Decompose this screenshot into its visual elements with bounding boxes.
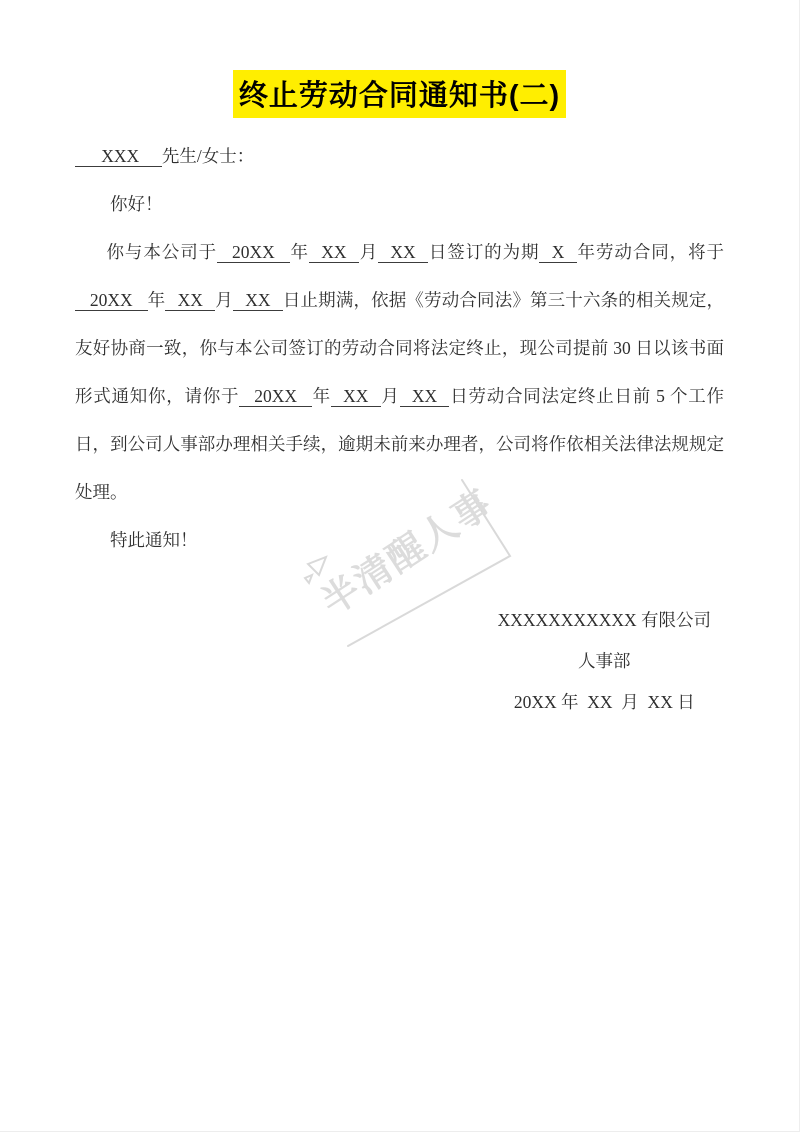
body-text-segment: 日劳动合同法定终止日前 5 个工作日，到公司人事部办理相关手续，逾期未前来办理者，公司将作依相关法律法规规定处理。 — [75, 386, 725, 502]
greeting-line: 你好！ — [110, 194, 163, 214]
body-text-segment: 年 — [311, 386, 331, 406]
year-blank: 20XX — [217, 242, 290, 263]
main-paragraph — [75, 228, 724, 516]
signature-block — [498, 600, 711, 723]
closing-line: 特此通知！ — [110, 530, 198, 550]
body-text-segment: 月 — [215, 290, 233, 310]
body-text-segment: 你与本公司于 — [106, 242, 218, 262]
signature-department: 人事部 — [578, 651, 631, 671]
salutation-suffix: 先生/女士： — [161, 146, 255, 166]
term-years-blank: X — [539, 242, 576, 263]
title-row — [0, 70, 799, 118]
signature-company: XXXXXXXXXXX 有限公司 — [497, 610, 711, 630]
document-body — [75, 132, 724, 564]
year-blank: 20XX — [239, 386, 312, 407]
body-text-segment: 年劳动合同，将于 — [576, 242, 725, 262]
body-text-segment: 月 — [358, 242, 379, 262]
month-blank: XX — [309, 242, 359, 263]
body-text-segment: 年 — [289, 242, 309, 262]
day-blank: XX — [233, 290, 283, 311]
body-text-segment: 月 — [380, 386, 400, 406]
watermark-arrow-icon — [305, 575, 312, 583]
watermark-text: 半清醒人事 — [314, 482, 500, 623]
salutation-line — [75, 132, 724, 180]
signature-date: 20XX 年 XX 月 XX 日 — [513, 692, 695, 712]
day-blank: XX — [400, 386, 450, 407]
page-title: 终止劳动合同通知书(二) — [233, 70, 566, 118]
year-blank: 20XX — [75, 290, 148, 311]
body-text-segment: 日签订的为期 — [427, 242, 540, 262]
body-text-segment: 年 — [147, 290, 166, 310]
body-text-segment: 日止期满，依据《劳动合同法》第三十六条的相关规定，友好协商一致，你与本公司签订的劳动合同将法定终止，现公司提前 30 日以该书面形式通知你，请你于 — [75, 290, 725, 406]
month-blank: XX — [331, 386, 381, 407]
day-blank: XX — [378, 242, 428, 263]
month-blank: XX — [165, 290, 215, 311]
recipient-name-blank: XXX — [75, 146, 162, 167]
